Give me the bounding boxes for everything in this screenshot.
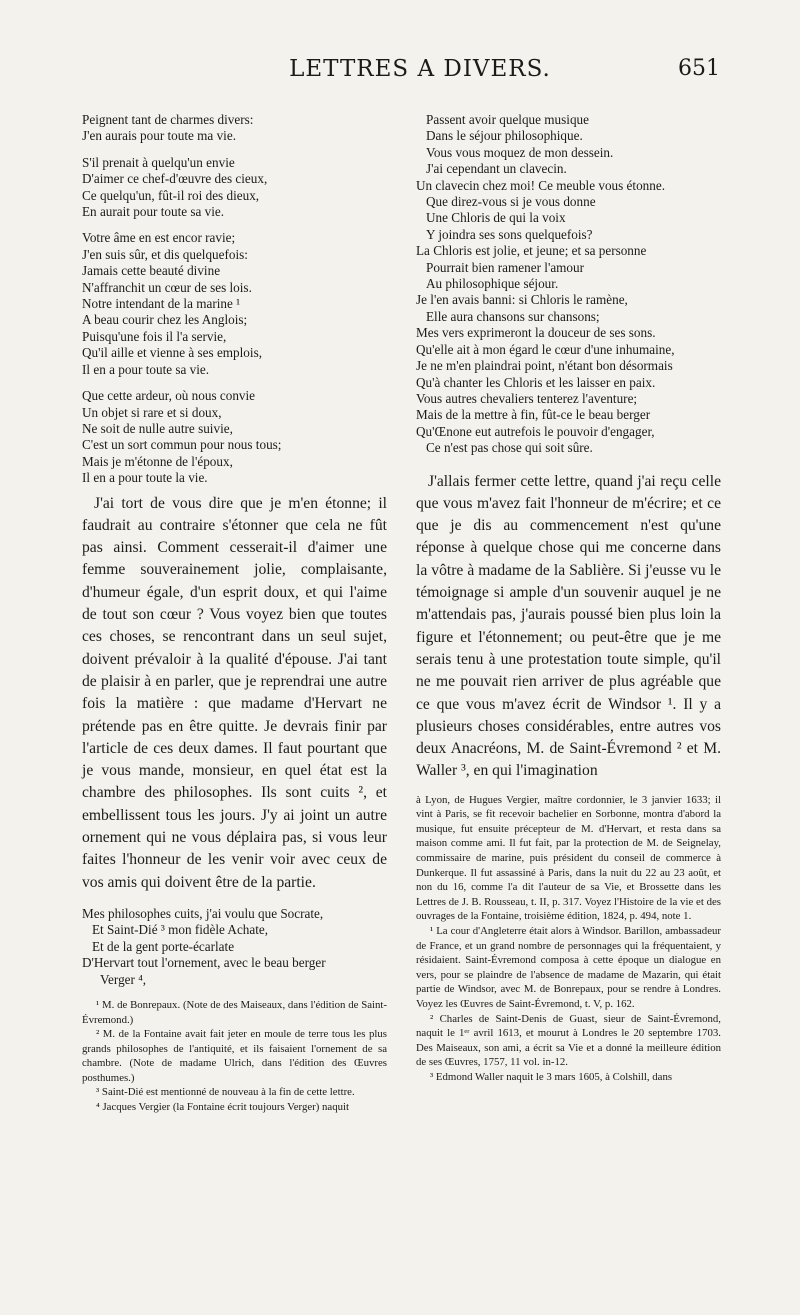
verse-line: J'en aurais pour toute ma vie.: [82, 128, 236, 144]
verse-line: S'il prenait à quelqu'un envie: [82, 154, 235, 170]
poem-block-1: [82, 112, 387, 487]
verse-line: Y joindra ses sons quelquefois?: [426, 226, 593, 242]
verse-line: Qu'elle ait à mon égard le cœur d'une inhumaine,: [416, 341, 675, 357]
verse-line: Jamais cette beauté divine: [82, 263, 221, 279]
verse-line: Puisqu'une fois il l'a servie,: [82, 328, 227, 344]
page-header: [120, 56, 720, 92]
verse-line: Pourrait bien ramener l'amour: [426, 259, 585, 275]
stanza-gap: [82, 145, 387, 155]
verse-line: Qu'à chanter les Chloris et les laisser en paix.: [416, 374, 656, 390]
stanza-gap: [82, 220, 387, 230]
verse-line: Notre intendant de la marine ¹: [82, 296, 241, 312]
verse-line: Qu'Œnone eut autrefois le pouvoir d'engager,: [416, 423, 655, 439]
verse-line: Et Saint-Dié ³ mon fidèle Achate,: [92, 922, 269, 938]
verse-line: Vous autres chevaliers tenterez l'aventure;: [416, 390, 638, 406]
verse-line: D'aimer ce chef-d'œuvre des cieux,: [82, 171, 268, 187]
verse-line: Il en a pour toute sa vie.: [82, 361, 210, 377]
verse-line: Que cette ardeur, où nous convie: [82, 388, 256, 404]
verse-line: Je ne m'en plaindrai point, n'étant bon désormais: [416, 358, 673, 374]
verse-line: Elle aura chansons sur chansons;: [426, 308, 600, 324]
footnote: ¹ La cour d'Angleterre était alors à Windsor. Barillon, ambassadeur de France, et un grand nombre de personnages qui la fréquentaient, y résidaient. Saint-Évremond composa à cette époque un dialogue en vers, pour se plaindre de l'absence de madame de Mazarin, qui était partie de Windsor, avec M. de Bonrepaux, pour se rendre à Londres. Voyez les Œuvres de Saint-Évremond, t. V, p. 162.: [416, 925, 721, 1010]
verse-line: J'ai cependant un clavecin.: [426, 161, 567, 177]
page-number: 651: [678, 56, 720, 81]
footnote: ³ Saint-Dié est mentionné de nouveau à la fin de cette lettre.: [96, 1086, 355, 1099]
verse-line: Ne soit de nulle autre suivie,: [82, 420, 233, 436]
verse-line: Verger ⁴,: [100, 971, 147, 987]
verse-line: Vous vous moquez de mon dessein.: [426, 144, 614, 160]
verse-line: Et de la gent porte-écarlate: [92, 938, 235, 954]
verse-line: Peignent tant de charmes divers:: [82, 112, 254, 127]
footnotes-right: [416, 793, 721, 1085]
verse-line: J'en suis sûr, et dis quelquefois:: [82, 246, 248, 262]
verse-line: Ce n'est pas chose qui soit sûre.: [426, 440, 593, 456]
running-head: LETTRES A DIVERS.: [289, 56, 551, 82]
verse-line: Il en a pour toute la vie.: [82, 470, 208, 486]
verse-line: A beau courir chez les Anglois;: [82, 312, 248, 328]
footnote: à Lyon, de Hugues Vergier, maître cordonnier, le 3 janvier 1633; il vint à Paris, se fit recevoir bachelier en Sorbonne, montra d'abord la musique, fut ensuite précepteur de M. d'Hervart, et resta dans sa maison comme ami. Il fut fait, par la protection de M. de Seignelay, commissaire de marine, puis président du conseil de commerce à Dunkerque. Il fut assassiné à Paris, dans la nuit du 22 au 23 août, et non du 16, comme l'a dit l'auteur de sa Vie, et Brossette dans les Lettres de J. B. Rousseau, t. II, p. 317. Voyez l'Histoire de la vie et des ouvrages de la Fontaine, troisième édition, 1824, p. 494, note 1.: [416, 793, 721, 923]
verse-line: Qu'il aille et vienne à ses emplois,: [82, 345, 262, 361]
prose-paragraph-left: J'ai tort de vous dire que je m'en étonne; il faudrait au contraire s'étonner que cela ne fût pas ainsi. Comment cesserait-il d'aimer une femme souverainement jolie, complaisante, d'humeur égale, d'un esprit doux, et qui l'aime de tout son cœur ? Vous voyez bien que toutes ces choses, se rencontrant dans un seul sujet, doivent prévaloir à la qualité d'épouse. J'ai tant de plaisir à en parler, que je reprendrai une autre fois la matière : que madame d'Hervart ne prétende pas en être quitte. Je devrais finir par l'article de ces deux dames. Il faut pourtant que je vous mande, monsieur, en quel état est la chambre des philosophes. Ils sont cuits ², et embellissent tous les jours. J'y ai joint un autre ornement qui ne vous déplaira pas, si vous leur faites l'honneur de les venir voir avec ceux de vos amis qui doivent être de la partie.: [82, 494, 387, 891]
footnote: ³ Edmond Waller naquit le 3 mars 1605, à Colshill, dans: [430, 1070, 673, 1083]
stanza-gap: [82, 378, 387, 388]
right-column: [416, 112, 721, 1085]
verse-line: Un clavecin chez moi! Ce meuble vous étonne.: [416, 177, 666, 193]
verse-line: Dans le séjour philosophique.: [426, 128, 583, 144]
footnote: ² Charles de Saint-Denis de Guast, sieur de Saint-Évremond, naquit le 1ᵉʳ avril 1613, et mourut à Londres le 20 septembre 1703. Des Maiseaux, son ami, a écrit sa Vie et a donné la meilleure édition de ses Œuvres, 1757, 11 vol. in-12.: [416, 1012, 721, 1069]
verse-line: Ce quelqu'un, fût-il roi des dieux,: [82, 187, 260, 203]
verse-line: Mais je m'étonne de l'époux,: [82, 453, 233, 469]
left-column: [82, 112, 387, 1115]
verse-line: D'Hervart tout l'ornement, avec le beau berger: [82, 955, 326, 971]
verse-line: C'est un sort commun pour nous tous;: [82, 437, 282, 453]
verse-line: Mais de la mettre à fin, fût-ce le beau berger: [416, 407, 651, 423]
verse-line: Au philosophique séjour.: [426, 276, 559, 292]
verse-line: Passent avoir quelque musique: [426, 112, 589, 127]
footnote: ⁴ Jacques Vergier (la Fontaine écrit toujours Verger) naquit: [96, 1101, 350, 1114]
verse-line: Votre âme en est encor ravie;: [82, 230, 236, 246]
footnotes-left: [82, 998, 387, 1115]
verse-line: Mes vers exprimeront la douceur de ses sons.: [416, 325, 656, 341]
poem-block-2: [82, 906, 387, 988]
verse-line: Un objet si rare et si doux,: [82, 404, 222, 420]
verse-line: La Chloris est jolie, et jeune; et sa personne: [416, 243, 647, 259]
footnote: ¹ M. de Bonrepaux. (Note de des Maiseaux, dans l'édition de Saint-Évremond.): [82, 998, 387, 1026]
verse-line: Que direz-vous si je vous donne: [426, 194, 596, 210]
verse-line: En aurait pour toute sa vie.: [82, 204, 225, 220]
verse-line: Une Chloris de qui la voix: [426, 210, 566, 226]
verse-line: N'affranchit un cœur de ses lois.: [82, 279, 252, 295]
verse-line: Je l'en avais banni: si Chloris le ramène,: [416, 292, 628, 308]
verse-line: Mes philosophes cuits, j'ai voulu que Socrate,: [82, 905, 324, 921]
footnote: ² M. de la Fontaine avait fait jeter en moule de terre tous les plus grands philosophes de l'antiquité, et ils faisaient l'ornement de sa chambre. (Note de madame Ulrich, dans l'édition des Œuvres posthumes.): [82, 1028, 387, 1084]
prose-paragraph-right: J'allais fermer cette lettre, quand j'ai reçu celle que vous m'avez fait l'honneur de m'écrire; et ce que je dis au commencement n'est qu'une réponse à quelque chose qui me concerne dans la vôtre à madame de la Sablière. Si j'eusse vu le témoignage si ample d'un souvenir auquel je ne m'attendais pas, j'aurais poussé bien plus loin la figure et l'étonnement; ou peut-être que je me serais tenu à une protestation toute simple, qu'il ne me pouvait rien arriver de plus agréable que ce que vous m'avez écrit de Windsor ¹. Il y a plusieurs choses considérables, entre autres vos deux Anacréons, M. de Saint-Évremond ² et M. Waller ³, en qui l'imagination: [416, 472, 721, 780]
poem-block-3: [416, 112, 721, 457]
